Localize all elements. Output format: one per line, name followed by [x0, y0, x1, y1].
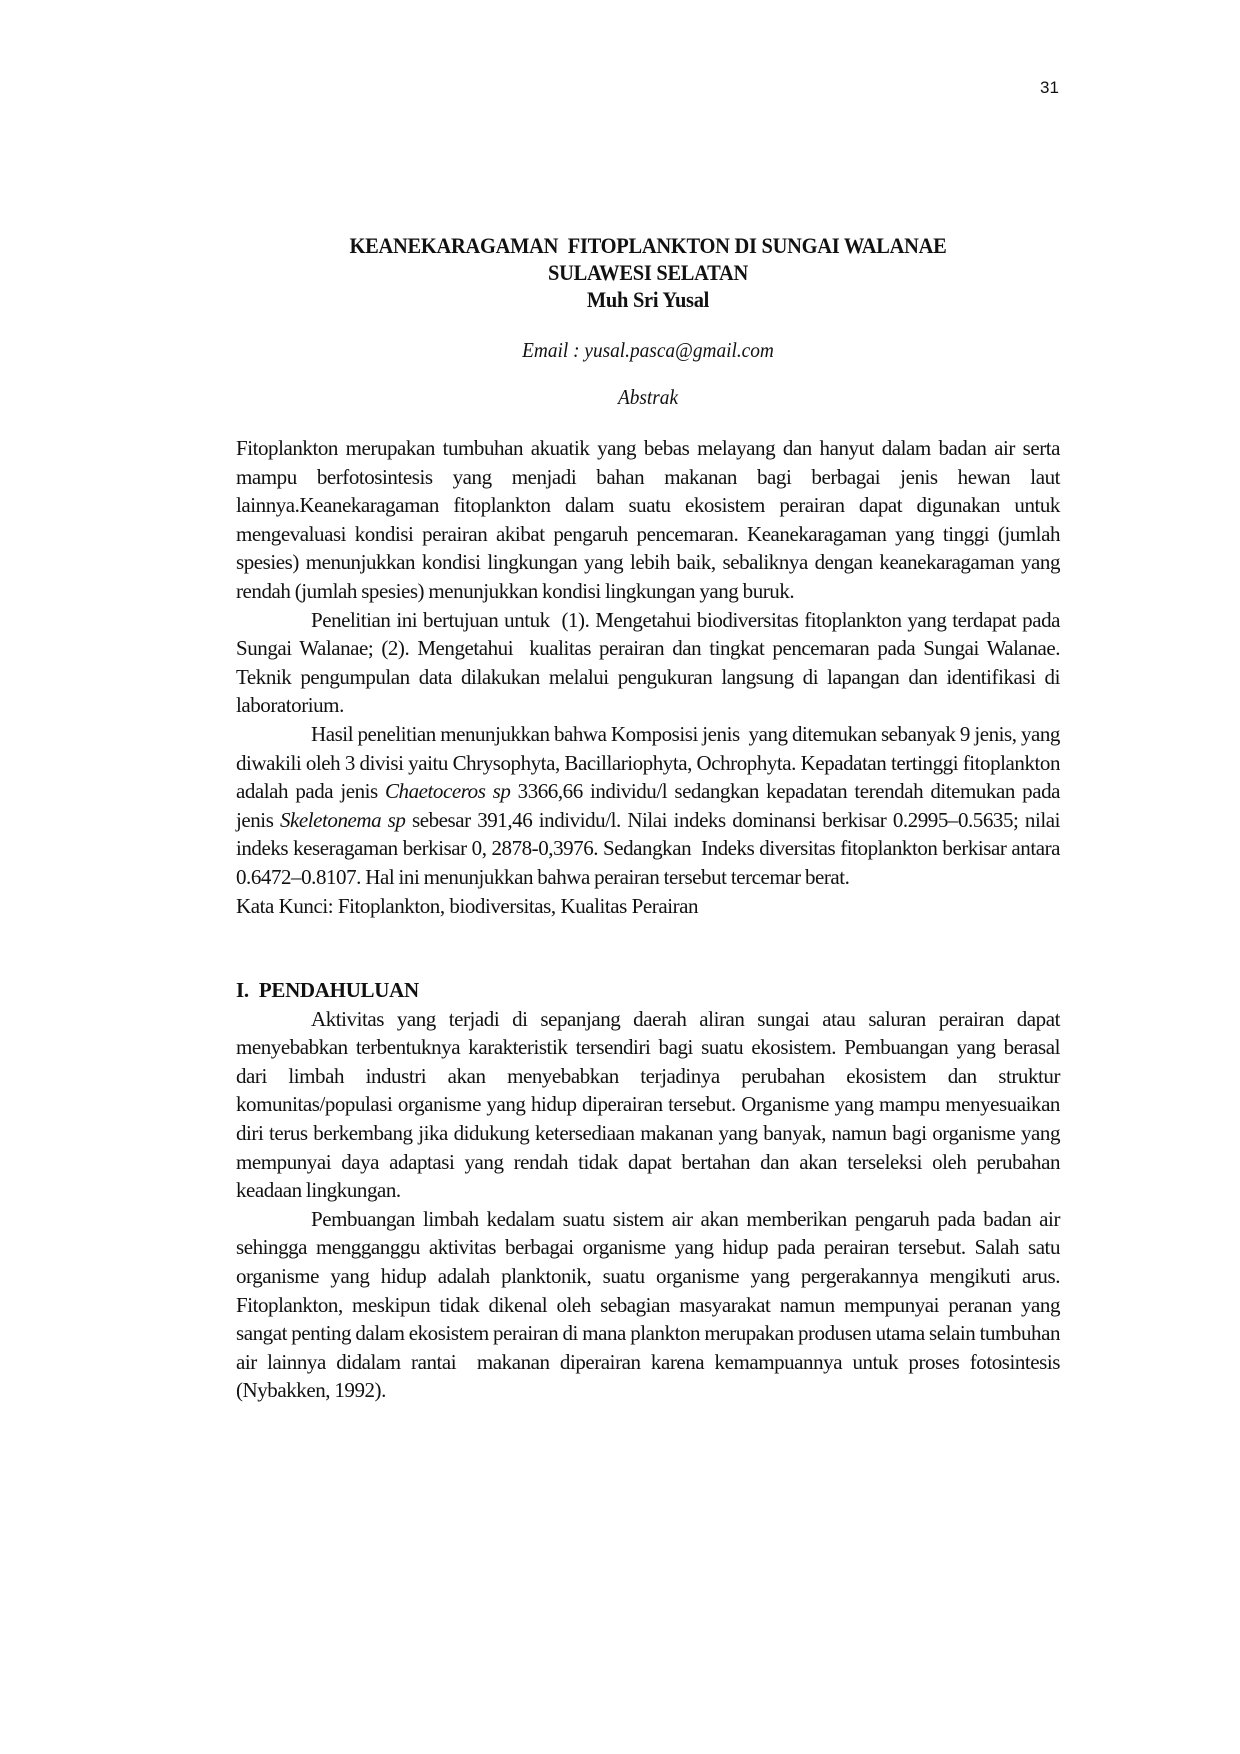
- paper-header: [265, 232, 1031, 313]
- page-number: 31: [1040, 78, 1059, 97]
- abstract-paragraph-3: [236, 720, 1065, 892]
- species-name: Skeletonema sp: [279, 807, 406, 832]
- abstract-text: 3366,66 individu/l sedangkan kepadatan terendah ditemukan pada jenis: [236, 779, 1065, 832]
- abstract-section: [236, 434, 1065, 920]
- section-title: PENDAHULUAN: [258, 978, 419, 1003]
- intro-paragraph-2: Pembuangan limbah kedalam suatu sistem air akan memberikan pengaruh pada badan air sehingga mengganggu aktivitas berbagai organisme yang hidup pada perairan tersebut. Salah satu organisme yang hidup adalah planktonik, suatu organisme yang pergerakannya mengikuti arus. Fitoplankton, meskipun tidak dikenal oleh sebagian masyarakat namun mempunyai peranan yang sangat penting dalam ekosistem perairan di mana plankton merupakan produsen utama selain tumbuhan air lainnya didalam rantai makanan diperairan karena kemampuannya untuk proses fotosintesis (Nybakken, 1992).: [236, 1206, 1065, 1403]
- paper-title-line-1: KEANEKARAGAMAN FITOPLANKTON DI SUNGAI WALANAE: [349, 233, 947, 258]
- section-introduction: [236, 976, 1065, 1405]
- abstract-text: sebesar 391,46 individu/l. Nilai indeks dominansi berkisar 0.2995–0.5635; nilai indeks keseragaman berkisar 0, 2878-0,3976. Sedangkan Indeks diversitas fitoplankton berkisar antara 0.6472–0.8107. Hal ini menunjukkan bahwa perairan tersebut tercemar berat.: [236, 807, 1065, 889]
- abstract-heading: Abstrak: [617, 385, 679, 409]
- abstract-paragraph-2: Penelitian ini bertujuan untuk (1). Mengetahui biodiversitas fitoplankton yang terdapat pada Sungai Walanae; (2). Mengetahui kualitas perairan dan tingkat pencemaran pada Sungai Walanae. Teknik pengumpulan data dilakukan melalui pengukuran langsung di lapangan dan identifikasi di laboratorium.: [236, 607, 1065, 718]
- section-number: I.: [236, 978, 249, 1003]
- species-name: Chaetoceros sp: [385, 779, 511, 804]
- author-email: Email : yusal.pasca@gmail.com: [522, 338, 774, 362]
- abstract-text: Hasil penelitian menunjukkan bahwa Komposisi jenis yang ditemukan sebanyak 9 jenis, yang diwakili oleh 3 divisi yaitu Chrysophyta, Bacillariophyta, Ochrophyta. Kepadatan tertinggi fitoplankton adalah pada jenis: [236, 721, 1065, 804]
- keywords: Kata Kunci: Fitoplankton, biodiversitas, Kualitas Perairan: [236, 893, 699, 918]
- author-name: Muh Sri Yusal: [586, 287, 710, 312]
- document-body: [236, 232, 1065, 1405]
- section-heading: [236, 976, 1060, 1005]
- paper-title-line-2: SULAWESI SELATAN: [547, 260, 749, 285]
- intro-paragraph-1: Aktivitas yang terjadi di sepanjang daerah aliran sungai atau saluran perairan dapat menyebabkan terbentuknya karakteristik tersendiri bagi suatu ekosistem. Pembuangan yang berasal dari limbah industri akan menyebabkan terjadinya perubahan ekosistem dan struktur komunitas/populasi organisme yang hidup diperairan tersebut. Organisme yang mampu menyesuaikan diri terus berkembang jika didukung ketersediaan makanan yang banyak, namun bagi organisme yang mempunyai daya adaptasi yang rendah tidak dapat bertahan dan akan terseleksi oleh perubahan keadaan lingkungan.: [236, 1006, 1060, 1203]
- abstract-paragraph-1: Fitoplankton merupakan tumbuhan akuatik yang bebas melayang dan hanyut dalam badan air serta mampu berfotosintesis yang menjadi bahan makanan bagi berbagai jenis hewan laut lainnya.Keanekaragaman fitoplankton dalam suatu ekosistem perairan dapat digunakan untuk mengevaluasi kondisi perairan akibat pengaruh pencemaran. Keanekaragaman yang tinggi (jumlah spesies) menunjukkan kondisi lingkungan yang lebih baik, sebaliknya dengan keanekaragaman yang rendah (jumlah spesies) menunjukkan kondisi lingkungan yang buruk.: [236, 436, 1060, 603]
